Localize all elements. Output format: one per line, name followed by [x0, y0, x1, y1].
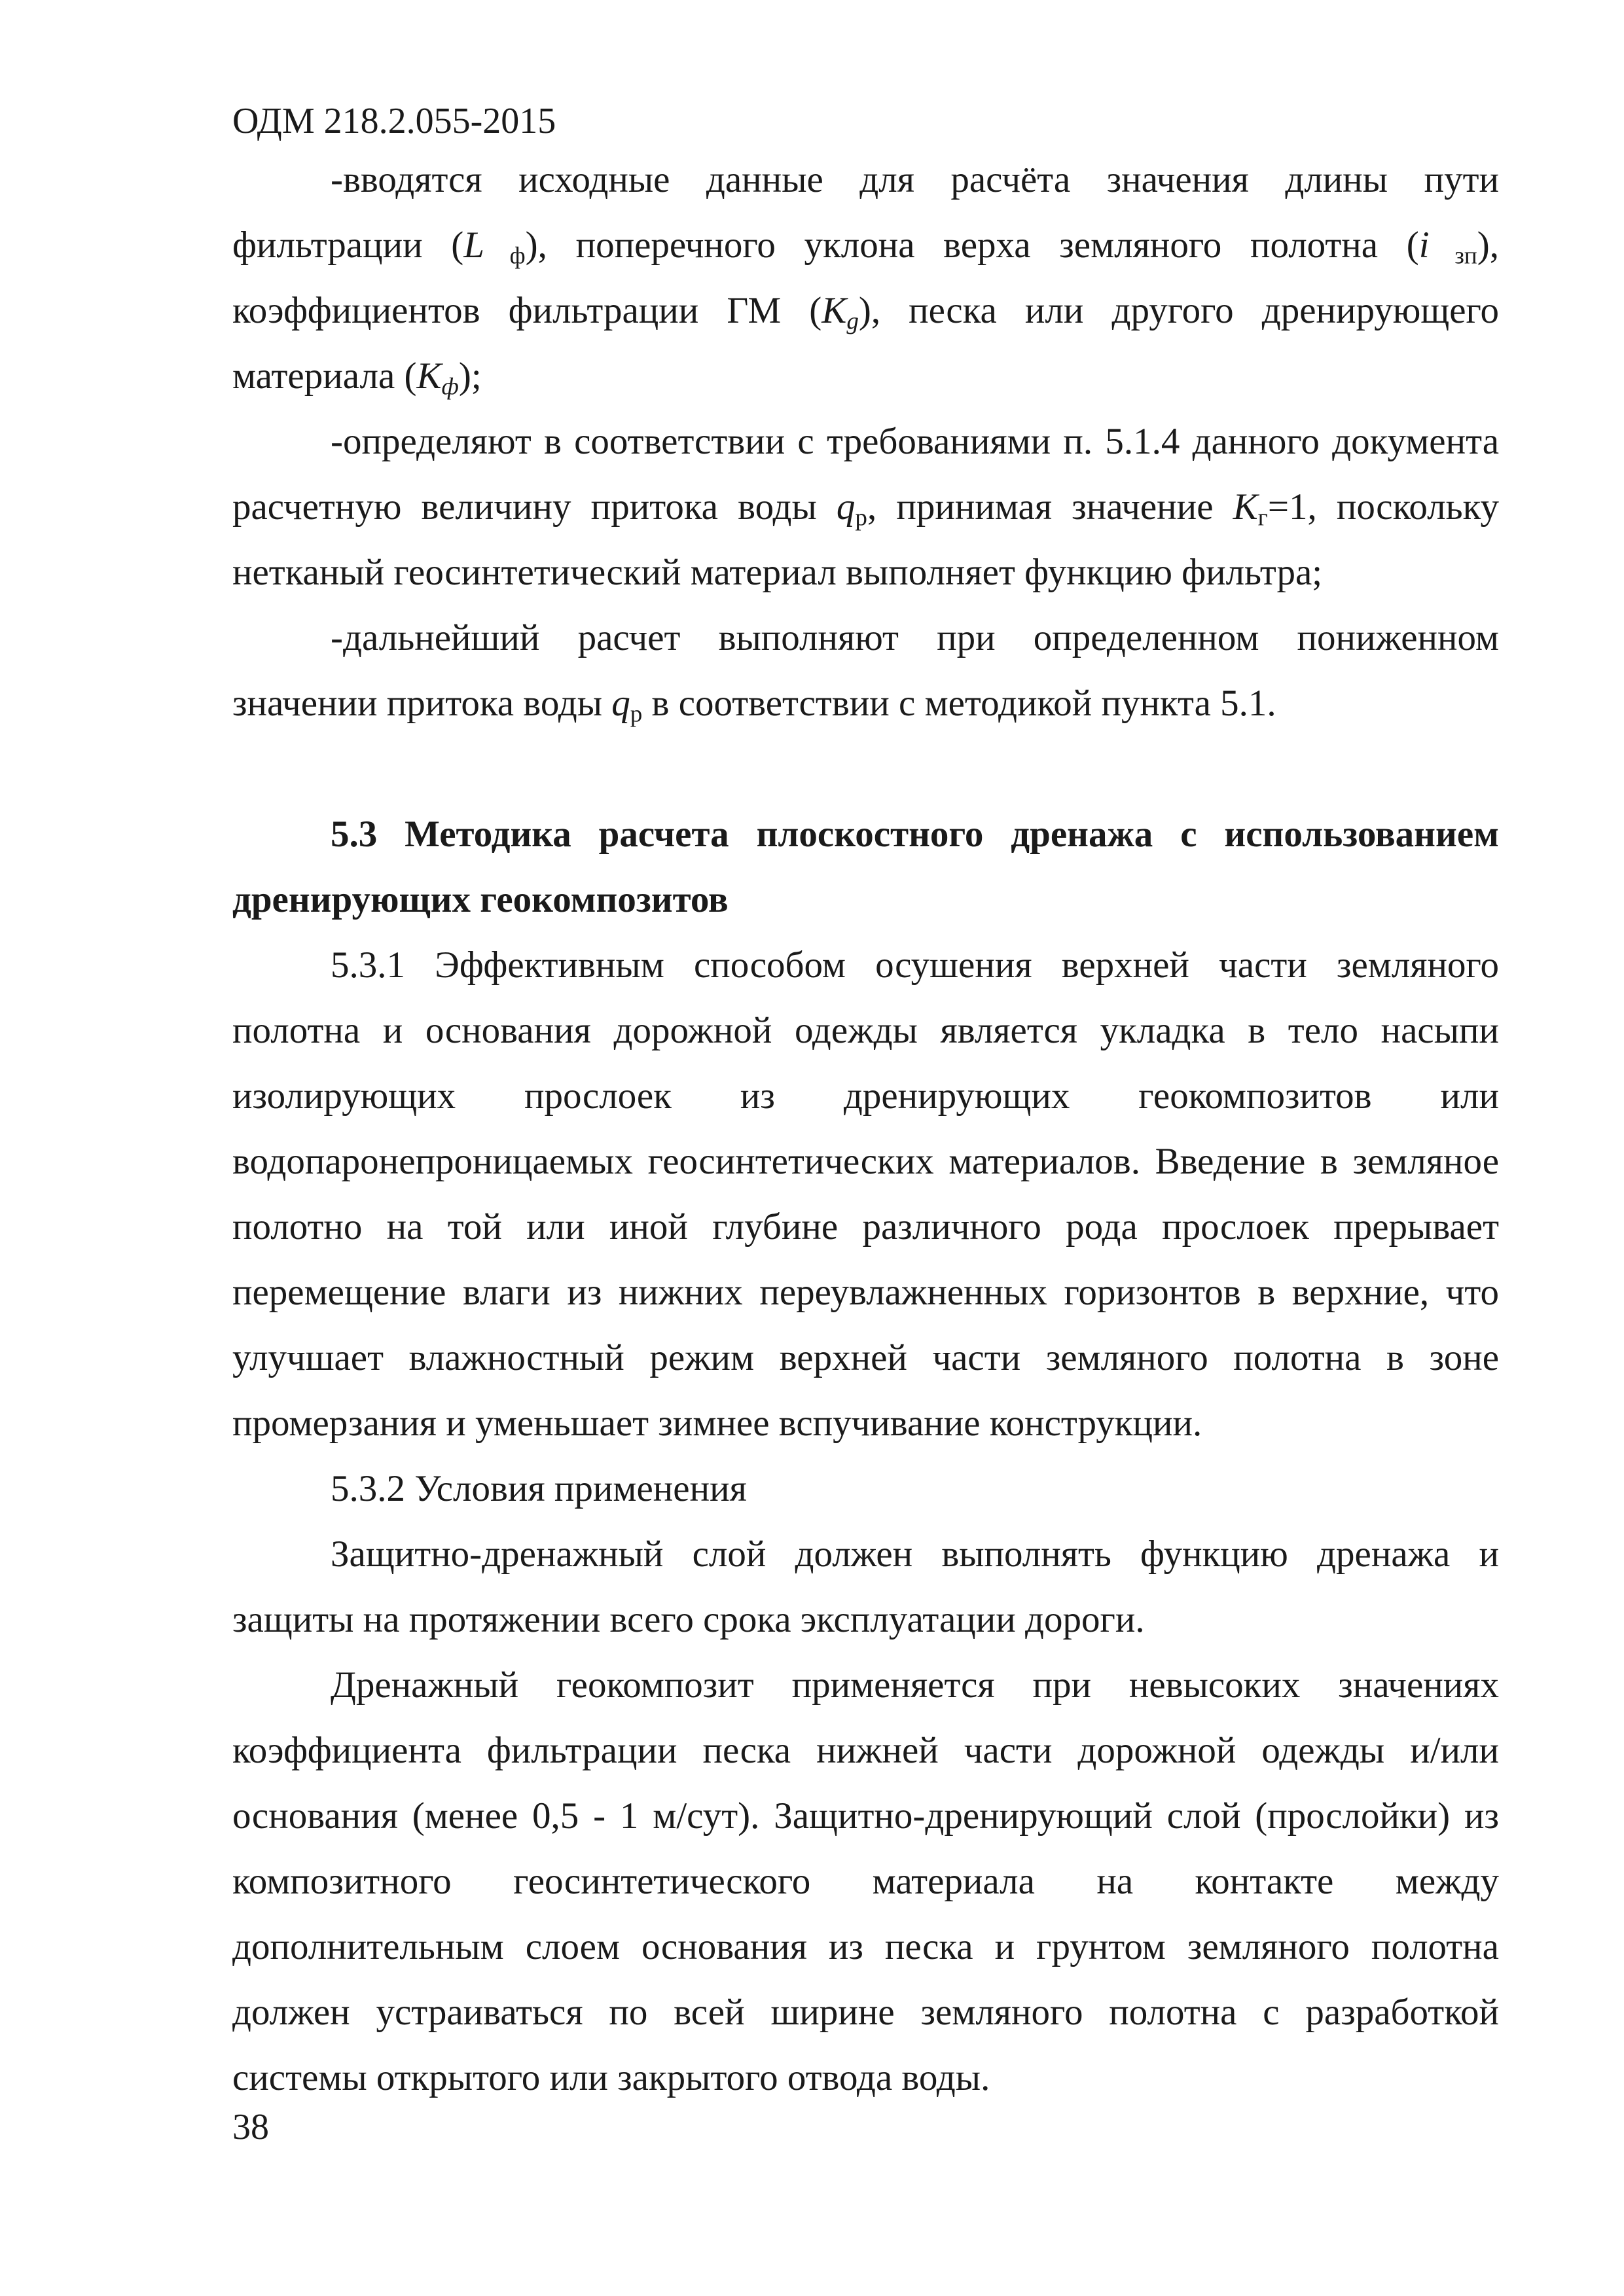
symbol-K: K: [1233, 486, 1258, 528]
symbol-q: q: [836, 486, 856, 528]
subscript: зп: [1429, 242, 1477, 270]
paragraph-5-3-2: 5.3.2 Условия применения: [331, 1468, 747, 1509]
text-segment: ), коэффициентов фильтрации ГМ (: [232, 224, 1499, 331]
paragraph-input-data: [232, 147, 1499, 409]
text-segment: ), поперечного уклона верха земляного полотна (: [525, 224, 1419, 266]
paragraph-5-3-1: 5.3.1 Эффективным способом осушения верхней части земляного полотна и основания дорожной одежды является укладка в тело насыпи изолирующих прослоек из дренирующих геокомпозитов или водопаронепроницаемых геосинтетических материалов. Введение в земляное полотно на той или иной глубине различного рода прослоек прерывает перемещение влаги из нижних переувлажненных горизонтов в верхние, что улучшает влажностный режим верхней части земляного полотна в зоне промерзания и уменьшает зимнее вспучивание конструкции.: [232, 944, 1499, 1444]
text-segment: ), песка или другого дренирующего материала (: [232, 290, 1500, 397]
paragraph-further-calc: [232, 605, 1499, 736]
subscript: р: [855, 504, 867, 531]
text-segment: );: [458, 355, 482, 397]
page-number: 38: [232, 2107, 269, 2147]
document-code-header: ОДМ 218.2.055-2015: [232, 101, 556, 141]
text-segment: -дальнейший расчет выполняют при определенном пониженном значении притока воды: [232, 617, 1499, 724]
text-segment: в соответствии с методикой пункта 5.1.: [642, 683, 1276, 724]
text-segment: =1, поскольку нетканый геосинтетический материал выполняет функцию фильтра;: [232, 486, 1499, 593]
subscript: g: [846, 308, 859, 335]
subscript: р: [630, 700, 643, 728]
text-segment: -определяют в соответствии с требованиями п. 5.1.4 данного документа расчетную величину притока воды: [232, 421, 1499, 528]
subscript: г: [1257, 504, 1268, 531]
symbol-L: L: [463, 224, 484, 266]
subscript: ф: [484, 242, 526, 270]
paragraph-drainage-geocomposite: Дренажный геокомпозит применяется при невысоких значениях коэффициента фильтрации песка нижней части дорожной одежды и/или основания (менее 0,5 - 1 м/сут). Защитно-дренирующий слой (прослойки) из композитного геосинтетического материала на контакте между дополнительным слоем основания из песка и грунтом земляного полотна должен устраиваться по всей ширине земляного полотна с разработкой системы открытого или закрытого отвода воды.: [232, 1664, 1499, 2098]
symbol-i: i: [1418, 224, 1430, 266]
symbol-q: q: [611, 683, 630, 724]
subscript: ф: [441, 373, 459, 401]
symbol-K: K: [821, 290, 847, 331]
page-body: [232, 147, 1499, 2111]
paragraph-protective-layer: Защитно-дренажный слой должен выполнять функцию дренажа и защиты на протяжении всего срока эксплуатации дороги.: [232, 1534, 1499, 1640]
paragraph-water-inflow: [232, 409, 1499, 605]
symbol-K: K: [416, 355, 442, 397]
section-heading: 5.3 Методика расчета плоскостного дренажа с использованием дренирующих геокомпозитов: [232, 814, 1499, 920]
text-segment: , принимая значение: [867, 486, 1233, 528]
text-segment: -вводятся исходные данные для расчёта значения длины пути фильтрации (: [232, 159, 1499, 266]
